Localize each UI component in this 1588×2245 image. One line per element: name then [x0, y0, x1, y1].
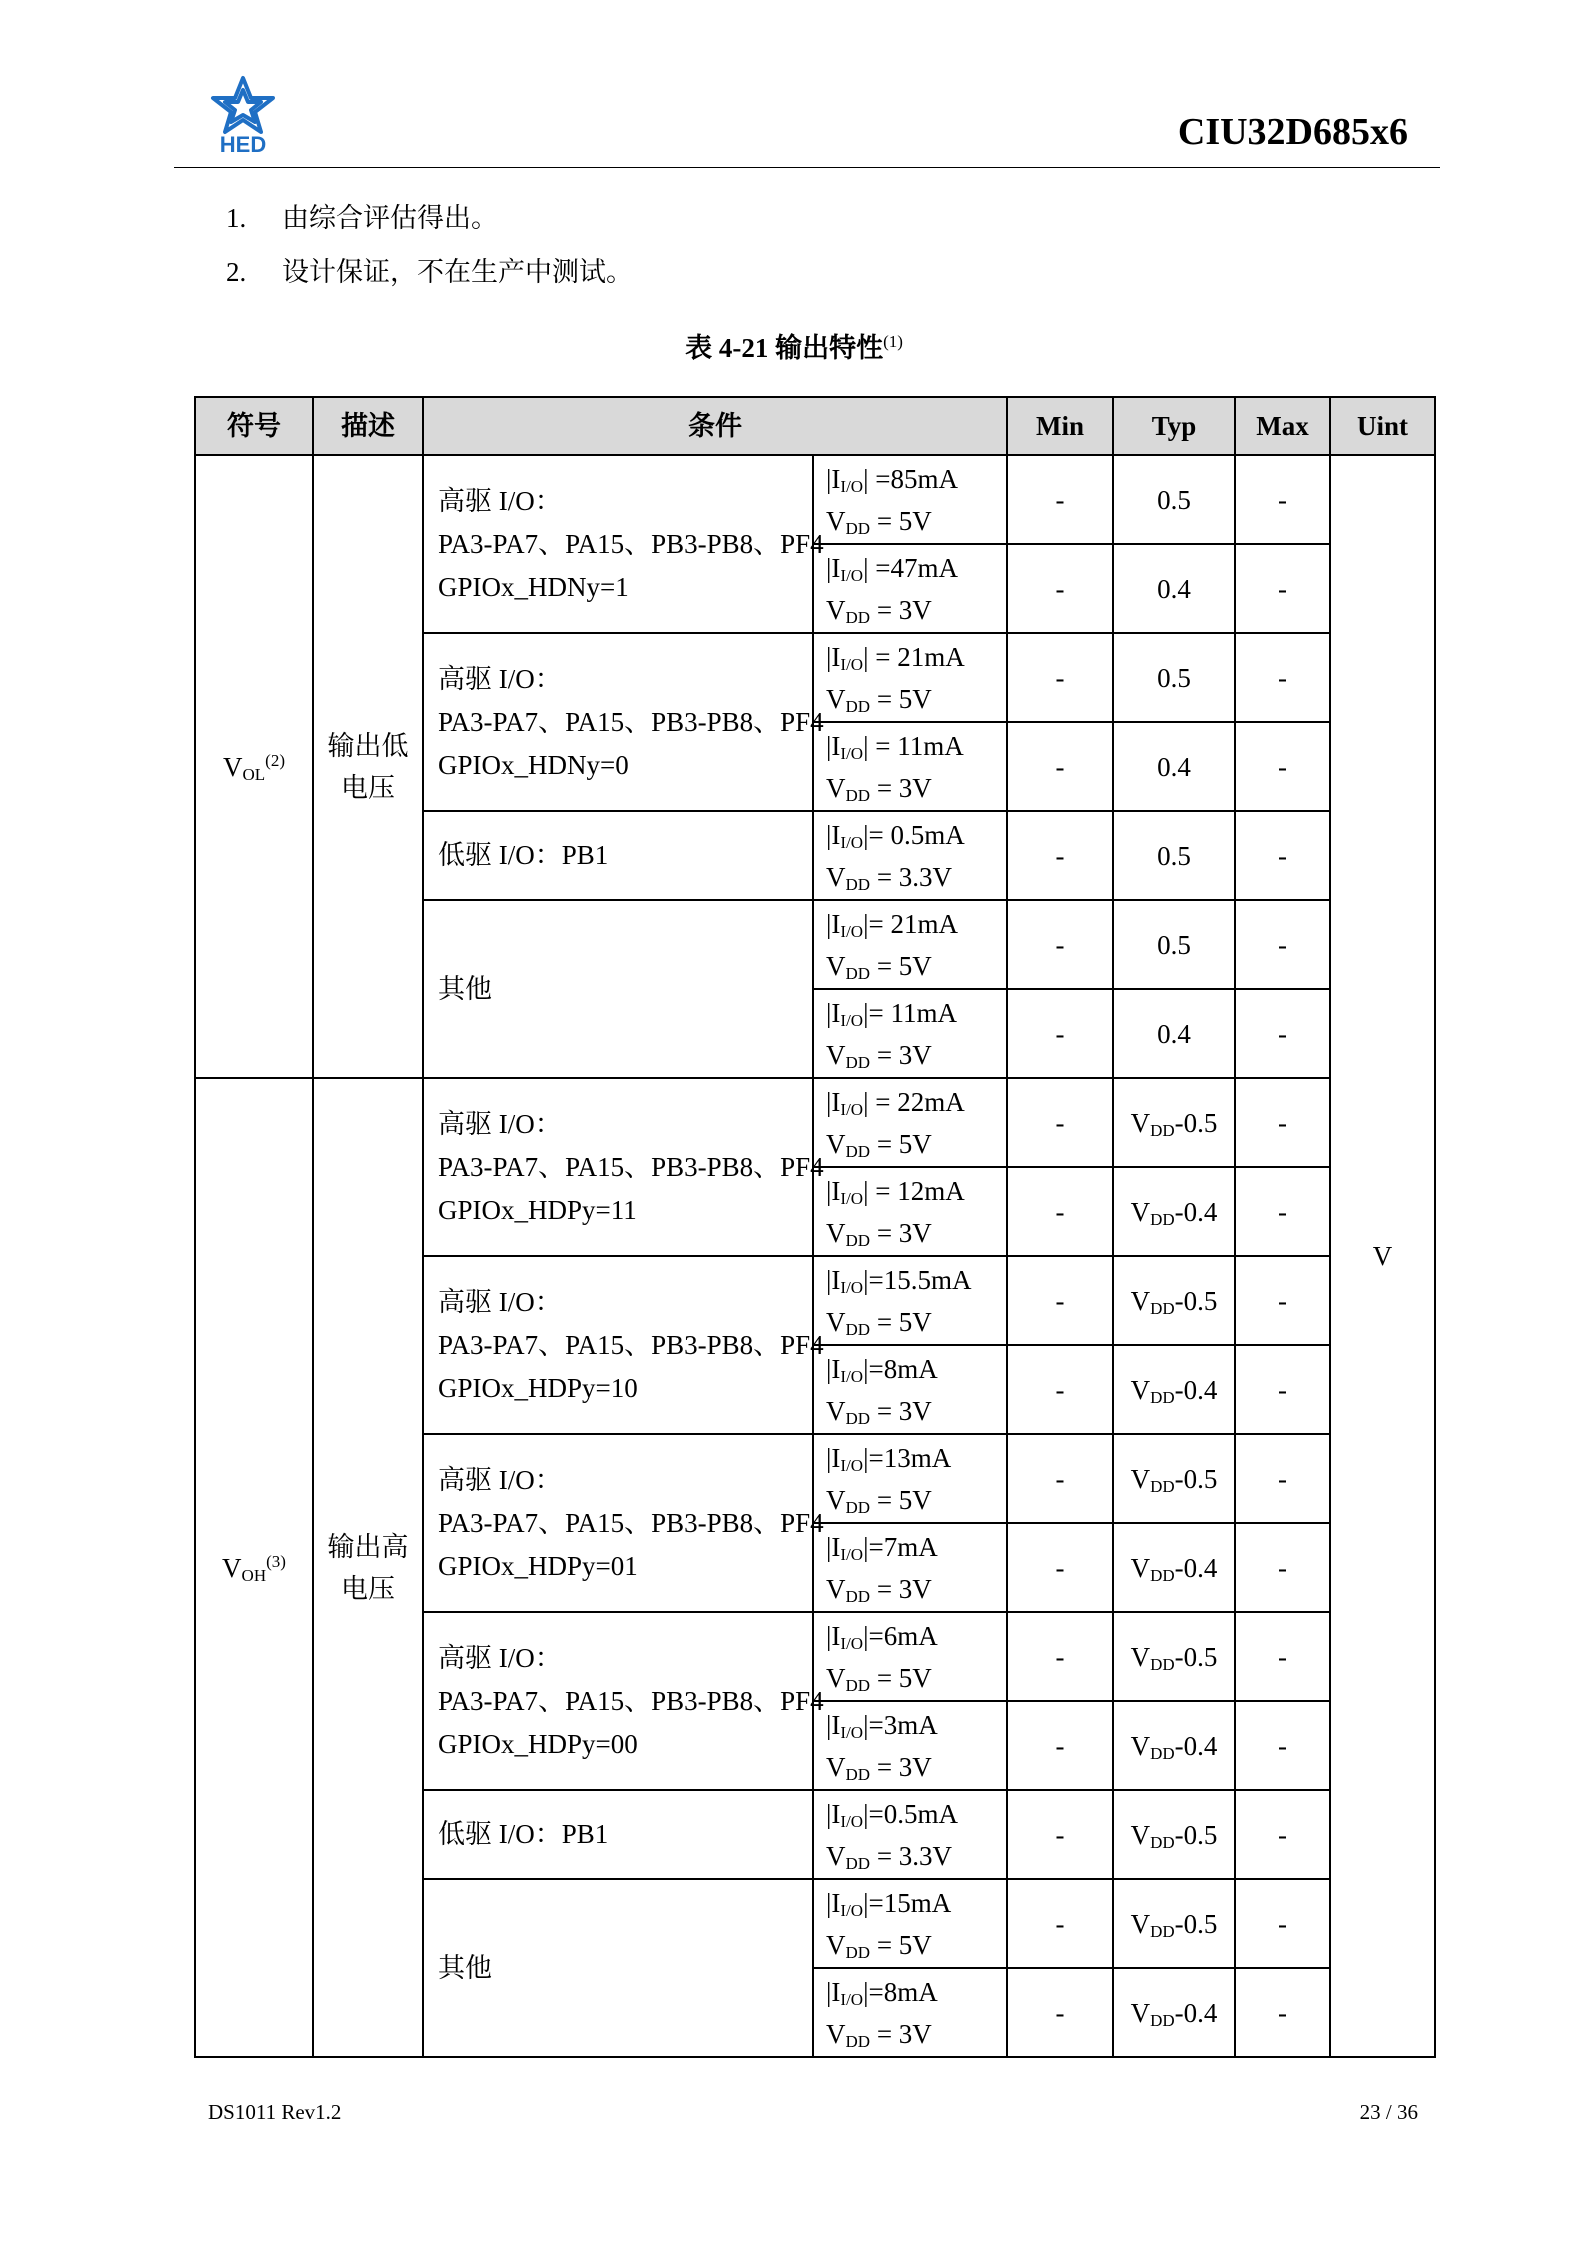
current-condition: $|I_{I/O}|=0.5mA$	[826, 1798, 958, 1831]
typ-cell: $V_{DD}-0.4$	[1113, 1523, 1235, 1612]
condition-cell	[423, 1879, 813, 2057]
typ-cell: 0.4	[1113, 722, 1235, 811]
max-cell: -	[1235, 1701, 1330, 1790]
note-2	[226, 254, 633, 290]
typ-cell: $V_{DD}-0.5$	[1113, 1078, 1235, 1167]
max-cell: -	[1235, 811, 1330, 900]
current-condition: $|I_{I/O}| = 11mA$	[826, 730, 964, 763]
voltage-condition: $V_{DD} = 5V$	[826, 505, 932, 538]
current-condition: $|I_{I/O}|= 21mA$	[826, 908, 958, 941]
typ-cell: $V_{DD}-0.4$	[1113, 1167, 1235, 1256]
min-cell: -	[1007, 1879, 1113, 1968]
note-text: 由综合评估得出。	[282, 203, 498, 233]
table-row	[195, 1078, 1435, 1167]
desc-line: 输出高	[327, 1531, 409, 1562]
max-cell: -	[1235, 1078, 1330, 1167]
doc-title: CIU32D685x6	[1177, 111, 1408, 153]
note-text: 设计保证，不在生产中测试。	[282, 257, 633, 287]
condition-line: PA3-PA7、PA15、PB3-PB8、PF4	[438, 1151, 824, 1182]
condition-line: 高驱 I/O：	[438, 663, 562, 694]
voltage-condition: $V_{DD} = 5V$	[826, 1929, 932, 1962]
min-cell: -	[1007, 900, 1113, 989]
condition-cell	[423, 1256, 824, 1434]
current-condition: $|I_{I/O}|=13mA$	[826, 1442, 952, 1475]
header-max: Max	[1235, 397, 1330, 455]
max-cell: -	[1235, 1612, 1330, 1701]
max-cell: -	[1235, 1345, 1330, 1434]
max-cell: -	[1235, 544, 1330, 633]
voltage-condition: $V_{DD} = 5V$	[826, 950, 932, 983]
voltage-condition: $V_{DD} = 3V$	[826, 1217, 932, 1250]
footer-page-number: 23 / 36	[1359, 2100, 1418, 2124]
test-condition-cell	[813, 455, 1007, 544]
current-condition: $|I_{I/O}|=8mA$	[826, 1976, 938, 2009]
max-cell: -	[1235, 1167, 1330, 1256]
condition-line: GPIOx_HDPy=00	[438, 1728, 638, 1759]
typ-cell: $V_{DD}-0.5$	[1113, 1612, 1235, 1701]
typ-cell: 0.4	[1113, 544, 1235, 633]
desc-line: 电压	[341, 772, 395, 803]
condition-cell	[423, 1790, 813, 1879]
current-condition: $|I_{I/O}|= 11mA$	[826, 997, 957, 1030]
header-min: Min	[1007, 397, 1113, 455]
test-condition-cell	[813, 989, 1007, 1078]
voltage-condition: $V_{DD} = 5V$	[826, 1662, 932, 1695]
voltage-condition: $V_{DD} = 3V$	[826, 1751, 932, 1784]
test-condition-cell	[813, 544, 1007, 633]
min-cell: -	[1007, 544, 1113, 633]
hed-logo	[203, 74, 283, 154]
condition-line: 高驱 I/O：	[438, 1642, 562, 1673]
test-condition-cell	[813, 1078, 1007, 1167]
current-condition: $|I_{I/O}| =47mA$	[826, 552, 958, 585]
condition-cell	[423, 1078, 824, 1256]
condition-line: 其他	[438, 1952, 492, 1983]
test-condition-cell	[813, 811, 1007, 900]
condition-line: PA3-PA7、PA15、PB3-PB8、PF4	[438, 1685, 824, 1716]
voltage-condition: $V_{DD} = 3V$	[826, 2018, 932, 2051]
min-cell: -	[1007, 1167, 1113, 1256]
min-cell: -	[1007, 722, 1113, 811]
header-symbol: 符号	[195, 397, 313, 455]
typ-cell: $V_{DD}-0.5$	[1113, 1256, 1235, 1345]
condition-cell	[423, 455, 824, 633]
header-unit: Uint	[1330, 397, 1435, 455]
min-cell: -	[1007, 1523, 1113, 1612]
symbol-base: V	[222, 1552, 242, 1583]
vol-symbol-cell	[195, 455, 313, 1078]
typ-cell: $V_{DD}-0.5$	[1113, 1879, 1235, 1968]
header-cond: 条件	[423, 397, 1007, 455]
voltage-condition: $V_{DD} = 3.3V$	[826, 861, 953, 894]
max-cell: -	[1235, 1256, 1330, 1345]
typ-cell: 0.4	[1113, 989, 1235, 1078]
typ-cell: 0.5	[1113, 811, 1235, 900]
table-header-row	[195, 397, 1435, 455]
symbol-sub: OH	[241, 1565, 267, 1585]
condition-cell	[423, 1434, 824, 1612]
typ-cell: 0.5	[1113, 455, 1235, 544]
caption-text: 表 4-21 输出特性	[685, 333, 884, 363]
voltage-condition: $V_{DD} = 5V$	[826, 1484, 932, 1517]
symbol-sup: (2)	[265, 750, 285, 770]
voltage-condition: $V_{DD} = 3V$	[826, 594, 932, 627]
max-cell: -	[1235, 1968, 1330, 2057]
condition-cell	[423, 811, 813, 900]
min-cell: -	[1007, 1256, 1113, 1345]
output-characteristics-table	[194, 396, 1436, 2058]
condition-line: GPIOx_HDPy=10	[438, 1372, 638, 1403]
test-condition-cell	[813, 1167, 1007, 1256]
condition-line: PA3-PA7、PA15、PB3-PB8、PF4	[438, 1329, 824, 1360]
current-condition: $|I_{I/O}|=8mA$	[826, 1353, 938, 1386]
min-cell: -	[1007, 811, 1113, 900]
typ-cell: 0.5	[1113, 633, 1235, 722]
max-cell: -	[1235, 1523, 1330, 1612]
max-cell: -	[1235, 455, 1330, 544]
condition-cell	[423, 633, 824, 811]
voltage-condition: $V_{DD} = 3V$	[826, 1395, 932, 1428]
typ-cell: $V_{DD}-0.4$	[1113, 1701, 1235, 1790]
min-cell: -	[1007, 1078, 1113, 1167]
condition-line: 高驱 I/O：	[438, 485, 562, 516]
voh-desc-cell	[313, 1078, 423, 2057]
current-condition: $|I_{I/O}| = 22mA$	[826, 1086, 965, 1119]
typ-cell: $V_{DD}-0.4$	[1113, 1345, 1235, 1434]
max-cell: -	[1235, 989, 1330, 1078]
max-cell: -	[1235, 1879, 1330, 1968]
header-typ: Typ	[1113, 397, 1235, 455]
min-cell: -	[1007, 1612, 1113, 1701]
current-condition: $|I_{I/O}|=15.5mA$	[826, 1264, 972, 1297]
min-cell: -	[1007, 455, 1113, 544]
voltage-condition: $V_{DD} = 3V$	[826, 1573, 932, 1606]
voltage-condition: $V_{DD} = 3.3V$	[826, 1840, 953, 1873]
condition-line: 高驱 I/O：	[438, 1464, 562, 1495]
test-condition-cell	[813, 1612, 1007, 1701]
min-cell: -	[1007, 989, 1113, 1078]
caption-note: (1)	[883, 332, 903, 351]
min-cell: -	[1007, 1701, 1113, 1790]
voltage-condition: $V_{DD} = 5V$	[826, 1128, 932, 1161]
min-cell: -	[1007, 633, 1113, 722]
symbol-sub: OL	[242, 764, 266, 784]
condition-cell	[423, 1612, 824, 1790]
logo-text: HED	[219, 132, 267, 154]
test-condition-cell	[813, 1879, 1007, 1968]
test-condition-cell	[813, 633, 1007, 722]
current-condition: $|I_{I/O}|=3mA$	[826, 1709, 938, 1742]
max-cell: -	[1235, 633, 1330, 722]
voltage-condition: $V_{DD} = 5V$	[826, 1306, 932, 1339]
test-condition-cell	[813, 900, 1007, 989]
min-cell: -	[1007, 1790, 1113, 1879]
current-condition: $|I_{I/O}|=15mA$	[826, 1887, 952, 1920]
table-caption	[0, 330, 1588, 366]
symbol-sup: (3)	[266, 1551, 286, 1571]
test-condition-cell	[813, 1345, 1007, 1434]
header-desc: 描述	[313, 397, 423, 455]
max-cell: -	[1235, 1434, 1330, 1523]
condition-line: PA3-PA7、PA15、PB3-PB8、PF4	[438, 1507, 824, 1538]
test-condition-cell	[813, 1701, 1007, 1790]
voltage-condition: $V_{DD} = 3V$	[826, 1039, 932, 1072]
test-condition-cell	[813, 1523, 1007, 1612]
max-cell: -	[1235, 900, 1330, 989]
typ-cell: 0.5	[1113, 900, 1235, 989]
condition-line: 高驱 I/O：	[438, 1286, 562, 1317]
max-cell: -	[1235, 1790, 1330, 1879]
condition-line: 低驱 I/O：PB1	[438, 840, 609, 870]
typ-cell: $V_{DD}-0.4$	[1113, 1968, 1235, 2057]
voh-symbol-cell	[195, 1078, 313, 2057]
voltage-condition: $V_{DD} = 5V$	[826, 683, 932, 716]
desc-line: 输出低	[327, 730, 409, 761]
header-divider	[174, 167, 1440, 168]
note-number: 2.	[226, 257, 247, 287]
test-condition-cell	[813, 722, 1007, 811]
min-cell: -	[1007, 1345, 1113, 1434]
note-number: 1.	[226, 203, 247, 233]
note-1	[226, 200, 498, 236]
table-row	[195, 455, 1435, 544]
desc-line: 电压	[341, 1573, 395, 1604]
current-condition: $|I_{I/O}| =85mA$	[826, 463, 958, 496]
min-cell: -	[1007, 1968, 1113, 2057]
condition-line: 其他	[438, 973, 492, 1004]
condition-line: PA3-PA7、PA15、PB3-PB8、PF4	[438, 706, 824, 737]
condition-line: 高驱 I/O：	[438, 1108, 562, 1139]
test-condition-cell	[813, 1790, 1007, 1879]
vol-desc-cell	[313, 455, 423, 1078]
min-cell: -	[1007, 1434, 1113, 1523]
condition-line: GPIOx_HDNy=1	[438, 571, 629, 602]
current-condition: $|I_{I/O}|=7mA$	[826, 1531, 938, 1564]
footer-doc-id: DS1011 Rev1.2	[208, 2100, 342, 2124]
table-body	[195, 455, 1435, 2057]
current-condition: $|I_{I/O}| = 12mA$	[826, 1175, 965, 1208]
max-cell: -	[1235, 722, 1330, 811]
symbol-base: V	[223, 751, 243, 782]
current-condition: $|I_{I/O}|=6mA$	[826, 1620, 938, 1653]
condition-line: GPIOx_HDPy=11	[438, 1194, 637, 1225]
condition-line: PA3-PA7、PA15、PB3-PB8、PF4	[438, 528, 824, 559]
typ-cell: $V_{DD}-0.5$	[1113, 1434, 1235, 1523]
unit-cell: V	[1330, 455, 1435, 2057]
condition-line: 低驱 I/O：PB1	[438, 1819, 609, 1849]
condition-cell	[423, 900, 813, 1078]
current-condition: $|I_{I/O}| = 21mA$	[826, 641, 965, 674]
test-condition-cell	[813, 1434, 1007, 1523]
condition-line: GPIOx_HDNy=0	[438, 749, 629, 780]
voltage-condition: $V_{DD} = 3V$	[826, 772, 932, 805]
typ-cell: $V_{DD}-0.5$	[1113, 1790, 1235, 1879]
test-condition-cell	[813, 1968, 1007, 2057]
condition-line: GPIOx_HDPy=01	[438, 1550, 638, 1581]
test-condition-cell	[813, 1256, 1007, 1345]
current-condition: $|I_{I/O}|= 0.5mA$	[826, 819, 965, 852]
